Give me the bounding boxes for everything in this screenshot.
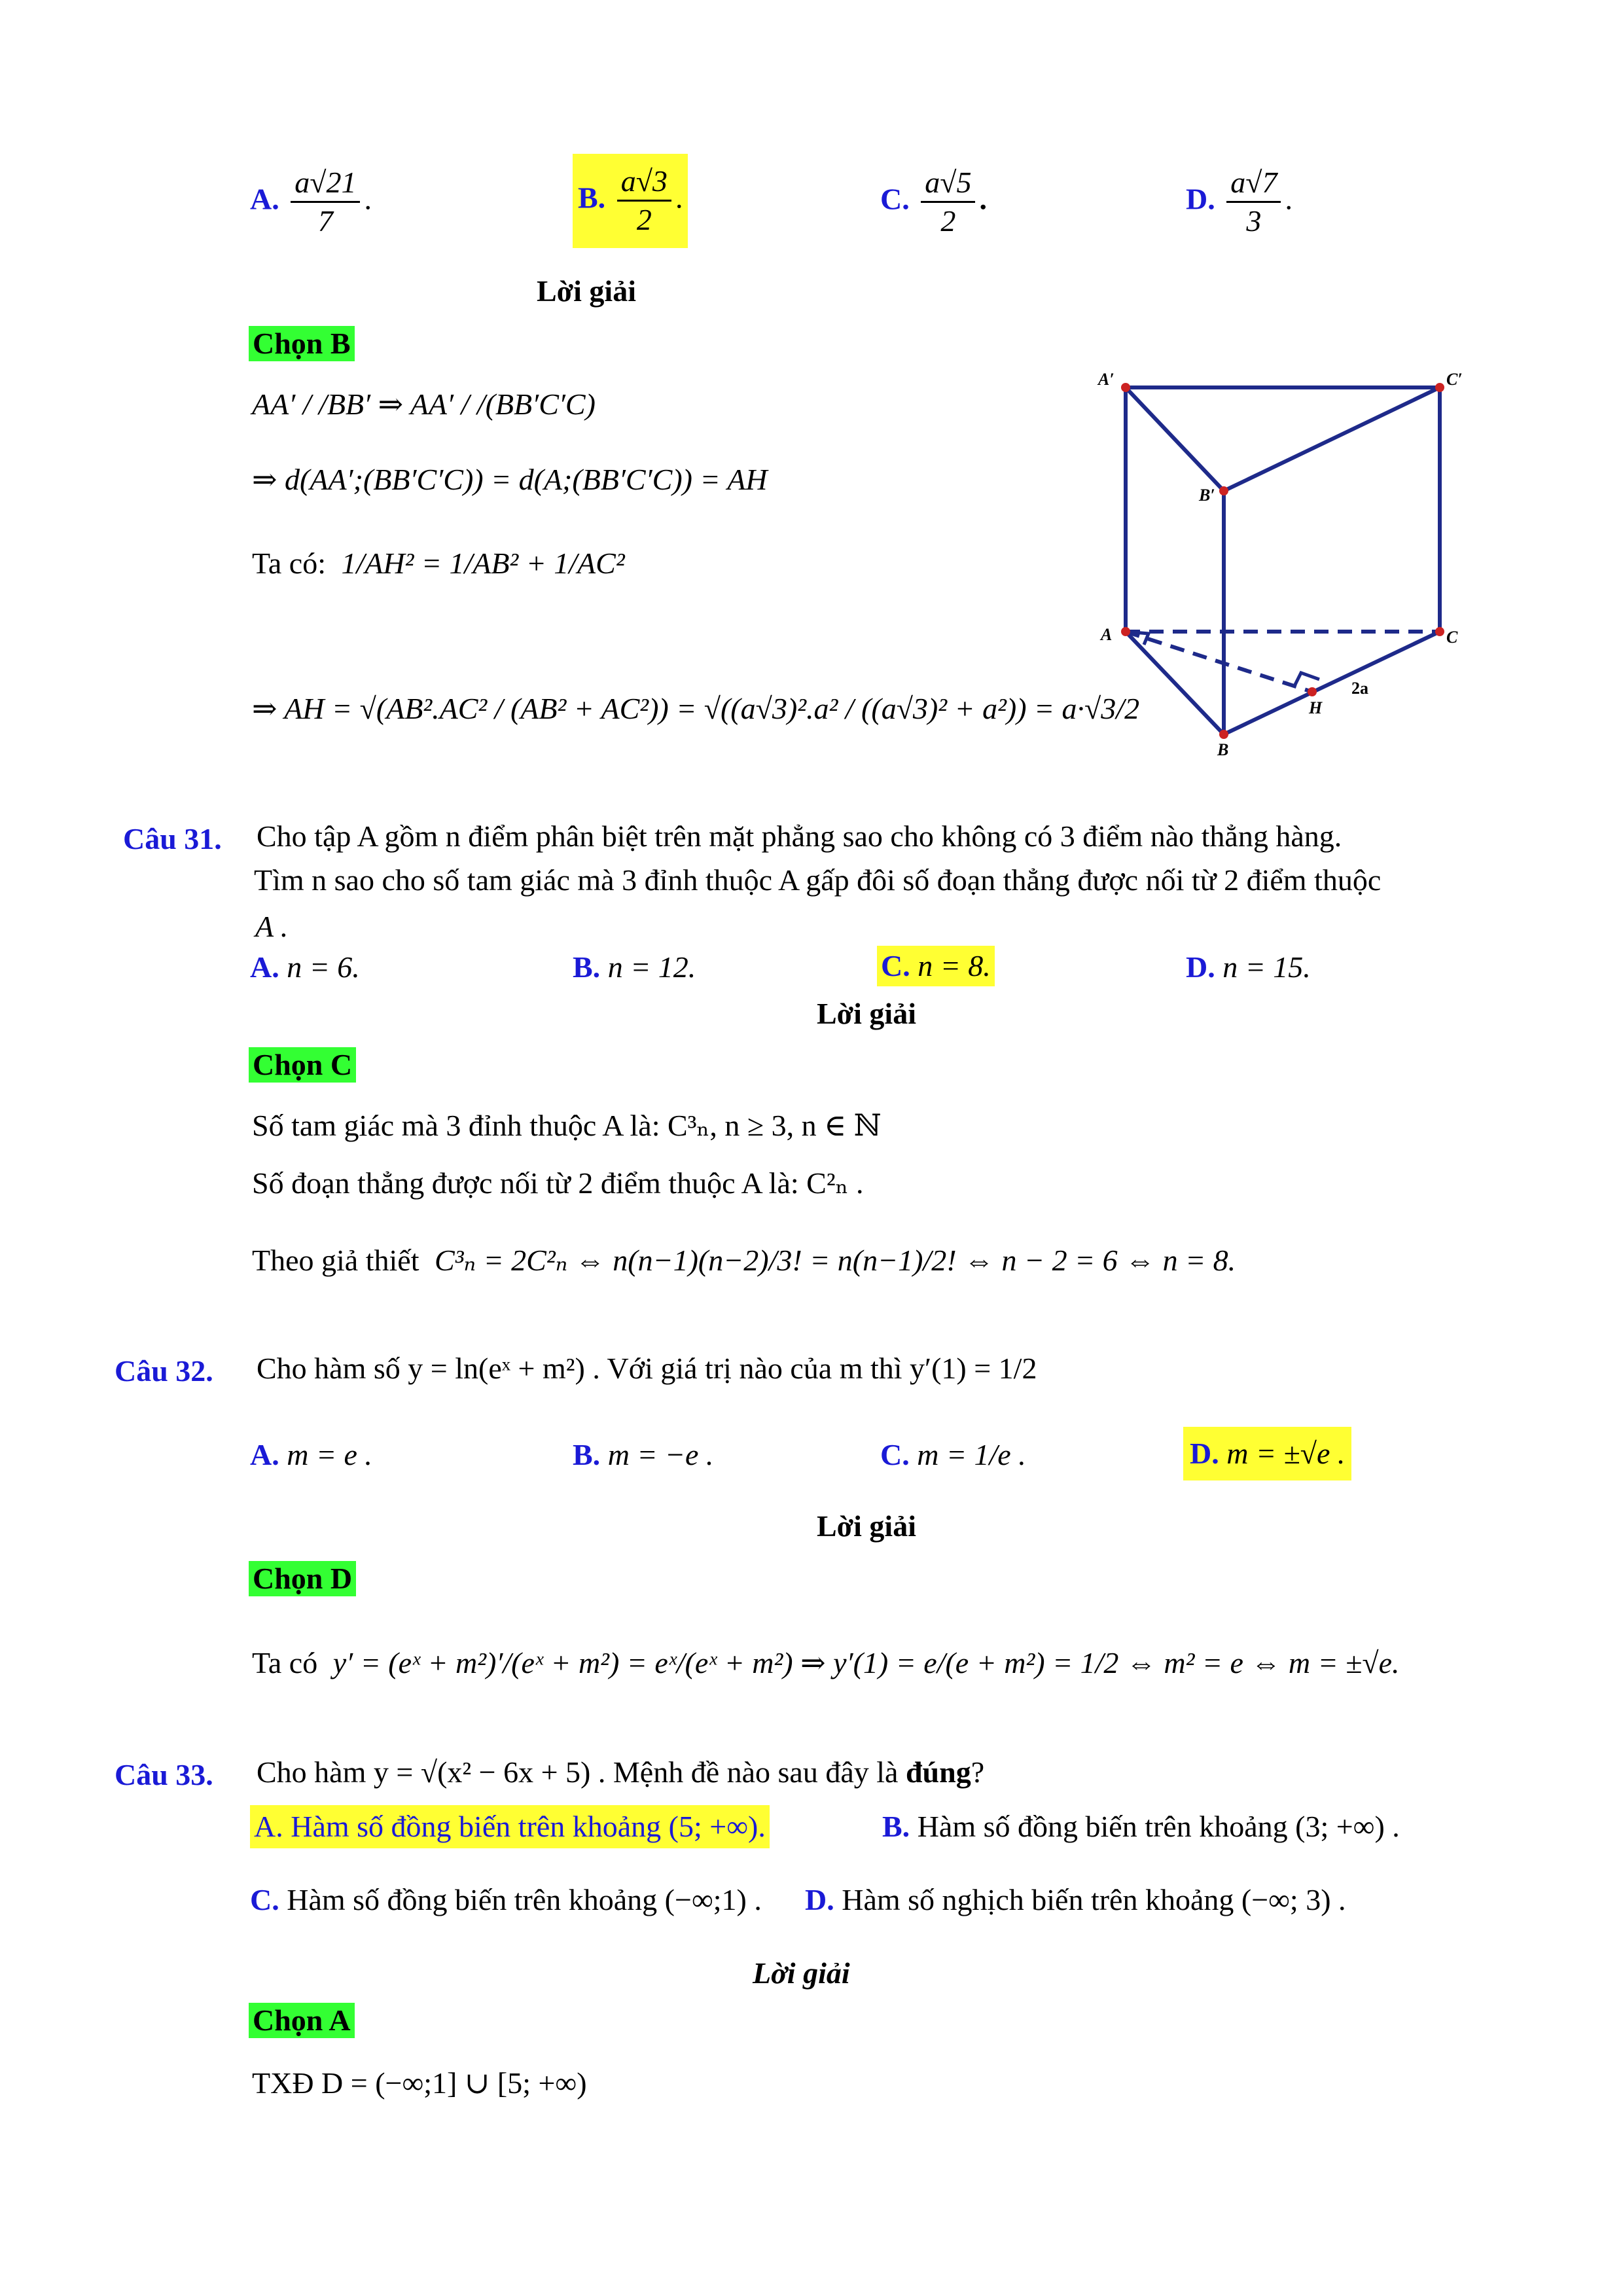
q31-text-line2: Tìm n sao cho số tam giác mà 3 đỉnh thuộc A gấp đôi số đoạn thẳng được nối từ 2 điểm thuộc (254, 863, 1382, 897)
label-a: A (1101, 625, 1113, 644)
q31-option-b: B. n = 12. (573, 950, 696, 984)
edge-bc (1224, 632, 1440, 734)
q33-solution-title: Lời giải (753, 1956, 850, 1990)
edge-a1b1 (1126, 387, 1224, 491)
label-side: 2a (1351, 679, 1368, 698)
point-b (1219, 730, 1228, 739)
q33-text-line1: Cho hàm y = √(x² − 6x + 5) . Mệnh đề nào sau đây là đúng? (257, 1755, 985, 1789)
label-c: C (1446, 628, 1458, 647)
q33-option-a: A. Hàm số đồng biến trên khoảng (5; +∞). (250, 1805, 770, 1848)
prev-line4: ⇒ AH = √(AB².AC² / (AB² + AC²)) = √((a√3)².a² / ((a√3)² + a²)) = a·√3/2 (252, 692, 1140, 725)
q32-option-a: A. m = e . (250, 1438, 372, 1471)
q33-option-c: C. Hàm số đồng biến trên khoảng (−∞;1) . (250, 1883, 762, 1916)
q31-option-c: C. n = 8. (877, 946, 995, 986)
point-c1 (1435, 383, 1444, 392)
q32-text-line1: Cho hàm số y = ln(eˣ + m²) . Với giá trị nào của m thì y′(1) = 1/2 (257, 1352, 1037, 1385)
prev-option-a: A. $\frac{a√21}{7}$ . (250, 166, 372, 238)
q31-solution-line3: Theo giả thiết C³ₙ = 2C²ₙ ⇔ n(n−1)(n−2)/3! = n(n−1)/2! ⇔ n − 2 = 6 ⇔ n = 8. (252, 1244, 1236, 1277)
point-a1 (1121, 383, 1130, 392)
q32-option-c: C. m = 1/e . (880, 1438, 1026, 1471)
q32-number: Câu 32. (115, 1354, 213, 1388)
q33-option-b: B. Hàm số đồng biến trên khoảng (3; +∞) . (882, 1810, 1400, 1843)
right-angle-mark-h (1294, 673, 1319, 686)
label-c1: C′ (1446, 370, 1463, 389)
q31-solution-line2: Số đoạn thẳng được nối từ 2 điểm thuộc A là: C²ₙ . (252, 1166, 864, 1200)
q31-number: Câu 31. (123, 822, 222, 855)
prev-line1: AA′ / /BB′ ⇒ AA′ / /(BB′C′C) (252, 387, 596, 421)
label-h: H (1309, 698, 1323, 717)
prev-option-b: B. $\frac{a√3}{2}$ . (573, 154, 688, 248)
q31-chosen: Chọn C (249, 1047, 356, 1083)
prev-option-d: D. $\frac{a√7}{3}$ . (1186, 166, 1293, 238)
point-h (1308, 687, 1317, 696)
edge-b1c1 (1224, 387, 1440, 491)
q32-option-d: D. m = ±√e . (1183, 1427, 1351, 1480)
q33-option-d: D. Hàm số nghịch biến trên khoảng (−∞; 3) . (805, 1883, 1346, 1916)
q31-solution-line1: Số tam giác mà 3 đỉnh thuộc A là: C³ₙ, n ≥ 3, n ∈ ℕ (252, 1109, 882, 1142)
prism-figure (1086, 367, 1479, 759)
prev-chosen: Chọn B (249, 326, 355, 361)
label-a1: A′ (1098, 370, 1115, 389)
q31-text-line3: A . (255, 910, 289, 943)
point-b1 (1219, 486, 1228, 495)
q31-option-d: D. n = 15. (1186, 950, 1311, 984)
q31-option-a: A. n = 6. (250, 950, 360, 984)
q32-chosen: Chọn D (249, 1561, 356, 1596)
q32-solution-title: Lời giải (817, 1509, 916, 1543)
q31-text-line1: Cho tập A gồm n điểm phân biệt trên mặt phẳng sao cho không có 3 điểm nào thẳng hàng. (257, 819, 1342, 853)
point-a (1121, 627, 1130, 636)
q33-number: Câu 33. (115, 1758, 213, 1791)
q32-option-b: B. m = −e . (573, 1438, 714, 1471)
prev-solution-title: Lời giải (537, 274, 636, 308)
prev-line3: Ta có: 1/AH² = 1/AB² + 1/AC² (252, 547, 625, 580)
prev-line2: ⇒ d(AA′;(BB′C′C)) = d(A;(BB′C′C)) = AH (252, 463, 768, 496)
label-b: B (1217, 740, 1229, 759)
point-c (1435, 627, 1444, 636)
q32-solution-line1: Ta có y′ = (eˣ + m²)′/(eˣ + m²) = eˣ/(eˣ + m²) ⇒ y′(1) = e/(e + m²) = 1/2 ⇔ m² = e ⇔ m = ±√e. (252, 1646, 1400, 1679)
prev-option-c: C. $\frac{a√5}{2}$ . (880, 166, 987, 238)
label-b1: B′ (1199, 486, 1215, 505)
q33-solution-line1: TXĐ D = (−∞;1] ∪ [5; +∞) (252, 2066, 587, 2100)
q33-chosen: Chọn A (249, 2003, 355, 2038)
q31-solution-title: Lời giải (817, 997, 916, 1030)
